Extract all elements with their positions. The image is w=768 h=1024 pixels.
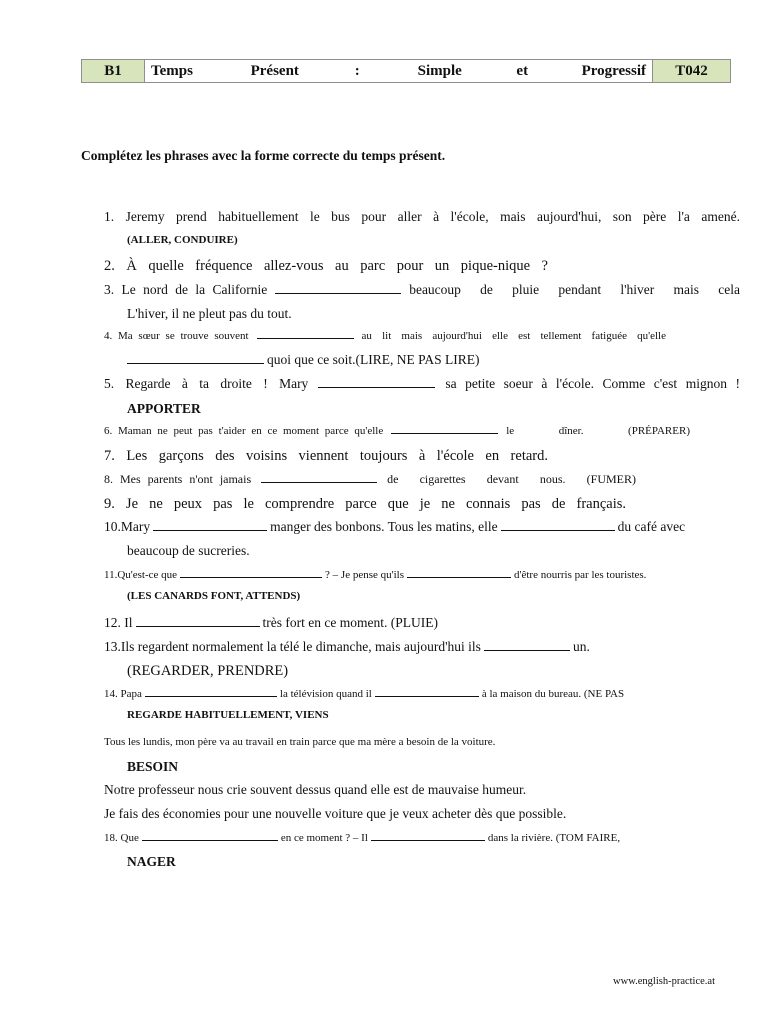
exercise-line [104,424,690,437]
title-word: et [516,62,529,79]
answer-blank[interactable] [142,831,278,841]
exercise-text: quoi que ce soit.(LIRE, NE PAS LIRE) [267,352,480,367]
exercise-line [104,831,620,844]
exercise-hint: (REGARDER, PRENDRE) [127,663,289,679]
answer-blank[interactable] [275,284,401,294]
exercise-text: manger des bonbons. Tous les matins, elle [270,519,498,534]
exercise-text: dans la rivière. (TOM FAIRE, [487,832,621,844]
exercise-hint: APPORTER [127,401,201,416]
exercise-text: 11.Qu'est-ce que [104,569,178,581]
exercise-text: le dîner. (PRÉPARER) [506,425,690,437]
answer-blank[interactable] [371,831,485,841]
answer-blank[interactable] [127,354,264,364]
answer-blank[interactable] [318,378,435,388]
exercise-line: 7. Les garçons des voisins viennent toujours à l'école en retard. [104,448,548,464]
exercise-text: 8. Mes parents n'ont jamais [104,472,252,486]
worksheet-title [145,60,652,82]
answer-blank[interactable] [145,687,277,697]
answer-blank[interactable] [484,641,570,651]
exercise-text: 3. Le nord de la Californie [104,282,268,297]
exercise-text: très fort en ce moment. (PLUIE) [262,615,438,630]
exercise-text: 14. Papa [104,688,142,700]
title-word: Progressif [581,62,646,79]
exercise-line: 1. Jeremy prend habituellement le bus pour aller à l'école, mais aujourd'hui, son père l'a amené. [104,209,740,224]
exercise-text: 6. Maman ne peut pas t'aider en ce moment parce qu'elle [104,425,384,437]
exercise-line: Tous les lundis, mon père va au travail en train parce que ma mère a besoin de la voiture. [104,736,496,748]
worksheet-header [81,59,731,83]
title-word: Temps [151,62,193,79]
exercise-hint: REGARDE HABITUELLEMENT, VIENS [127,709,329,721]
exercise-line [104,519,708,535]
exercise-text: du café avec [617,519,686,534]
exercise-hint: (LES CANARDS FONT, ATTENDS) [127,590,301,602]
footer-url: www.english-practice.at [613,976,715,987]
exercise-line [104,329,666,342]
exercise-hint: NAGER [127,854,176,869]
worksheet-code: T042 [652,60,730,82]
exercise-text: de cigarettes devant nous. (FUMER) [387,472,636,486]
answer-blank[interactable] [501,521,615,531]
exercise-line: beaucoup de sucreries. [127,543,250,558]
exercise-line [104,639,590,655]
exercise-line [104,376,740,392]
answer-blank[interactable] [136,617,260,627]
exercise-text: 4. Ma sœur se trouve souvent [104,330,249,342]
instruction: Complétez les phrases avec la forme correcte du temps présent. [81,148,446,163]
answer-blank[interactable] [180,568,322,578]
exercise-line [104,282,740,298]
answer-blank[interactable] [257,329,354,339]
exercise-hint: (ALLER, CONDUIRE) [127,234,238,246]
exercise-line: 9. Je ne peux pas le comprendre parce que je ne connais pas de français. [104,496,626,512]
exercise-text: la télévision quand il [279,688,372,700]
answer-blank[interactable] [391,424,498,434]
exercise-line: Je fais des économies pour une nouvelle voiture que je veux acheter dès que possible. [104,806,567,821]
exercise-text: 18. Que [104,832,139,844]
title-word: Simple [417,62,462,79]
exercise-text: beaucoup de pluie pendant l'hiver mais cela [409,282,740,297]
exercise-line: Notre professeur nous crie souvent dessus quand elle est de mauvaise humeur. [104,782,527,797]
exercise-text: ? – Je pense qu'ils [325,569,405,581]
exercise-text: en ce moment ? – Il [280,832,368,844]
exercise-line: L'hiver, il ne pleut pas du tout. [127,306,292,321]
exercise-text: d'être nourris par les touristes. [514,569,647,581]
answer-blank[interactable] [407,568,511,578]
exercise-text: un. [572,639,590,654]
exercise-text: 12. Il [104,615,133,630]
title-word: : [354,62,360,79]
exercise-text: sa petite soeur à l'école. Comme c'est mignon ! [445,376,740,391]
exercise-line [104,687,624,700]
exercise-text: 10.Mary [104,519,151,534]
exercise-line [104,568,688,581]
title-word: Présent [250,62,299,79]
level-badge: B1 [82,60,145,82]
exercise-text: 13.Ils regardent normalement la télé le dimanche, mais aujourd'hui ils [104,639,481,654]
answer-blank[interactable] [261,473,377,483]
answer-blank[interactable] [153,521,267,531]
exercise-line: 2. À quelle fréquence allez-vous au parc pour un pique-nique ? [104,258,548,274]
exercise-line [104,615,438,631]
exercise-hint: BESOIN [127,759,179,774]
answer-blank[interactable] [375,687,479,697]
exercise-text: 5. Regarde à ta droite ! Mary [104,376,309,391]
exercise-line [104,472,636,487]
exercise-text: à la maison du bureau. (NE PAS [481,688,625,700]
exercise-text: au lit mais aujourd'hui elle est tellement fatiguée qu'elle [361,330,666,342]
exercise-line [127,352,479,368]
